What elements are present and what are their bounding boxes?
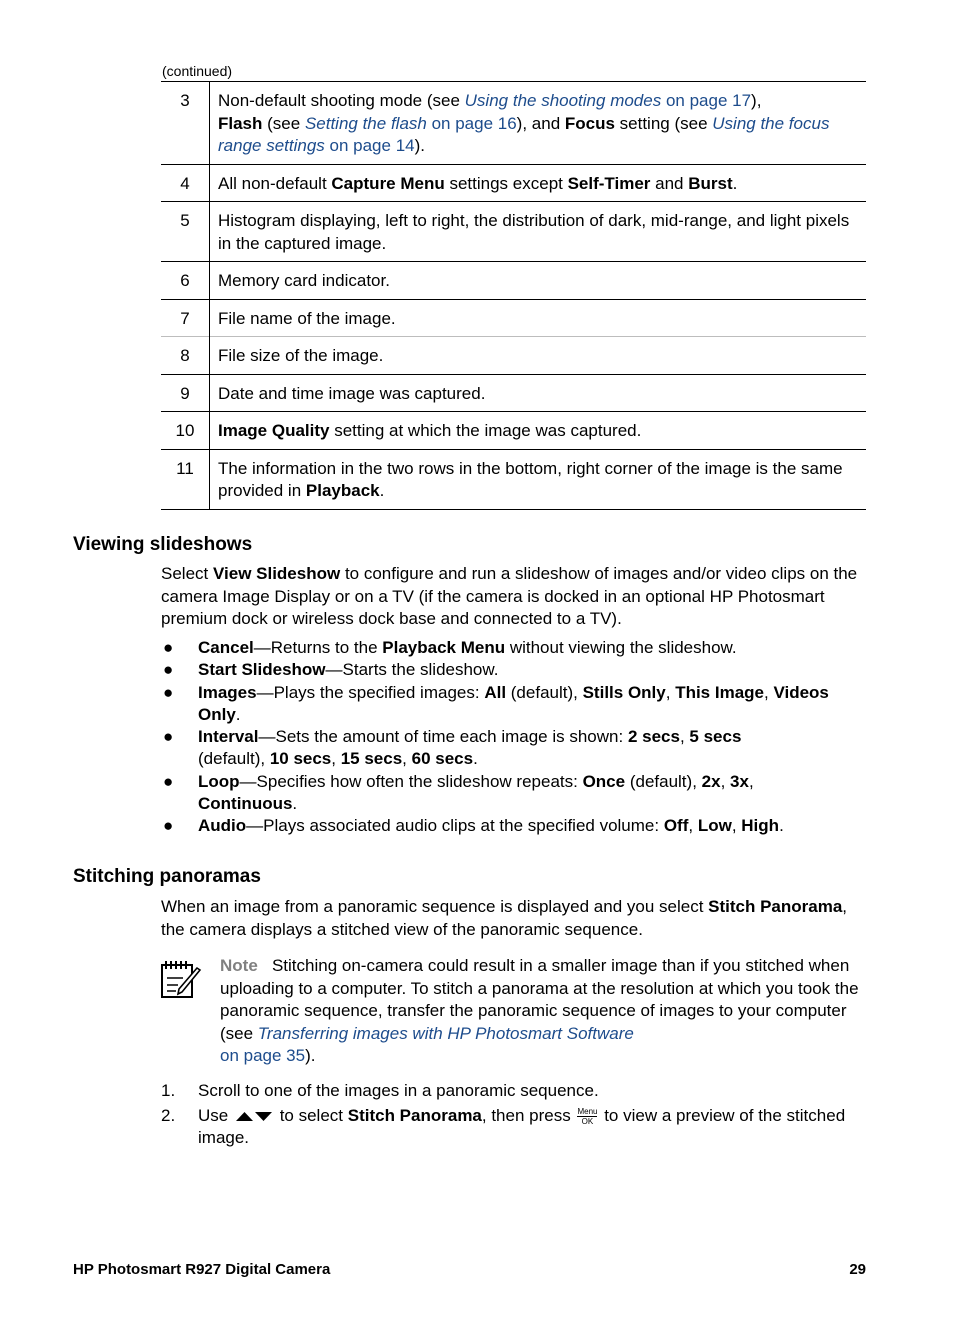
bullet-icon: ● (163, 816, 174, 836)
row-number: 10 (161, 412, 210, 450)
link-focus-range[interactable]: Using the focus range settings on page 14 (218, 113, 830, 155)
row-number: 6 (161, 262, 210, 300)
row-description: The information in the two rows in the bottom, right corner of the image is the same provided in Playback. (218, 458, 843, 500)
panorama-intro: When an image from a panoramic sequence is displayed and you select Stitch Panorama, the camera displays a stitched view of the panoramic sequence. (161, 897, 848, 939)
link-shooting-modes[interactable]: Using the shooting modes on page 17 (464, 91, 752, 110)
row-description: File name of the image. (218, 308, 396, 328)
continued-label: (continued) (162, 63, 233, 79)
row-number: 3 (161, 82, 210, 165)
menu-ok-icon: Menu OK (577, 1106, 598, 1126)
row-number: 5 (161, 202, 210, 262)
row-description: Date and time image was captured. (218, 383, 486, 403)
list-item: ● Audio—Plays associated audio clips at the specified volume: Off, Low, High. (161, 815, 866, 837)
link-setting-flash[interactable]: Setting the flash on page 16 (304, 113, 517, 133)
row-description: Non-default shooting mode (see Using the shooting modes on page 17), Flash (see Setting the flash on page 16), and Focus setting (see Using the focus range settings on page 14). (218, 91, 830, 155)
footer-title: HP Photosmart R927 Digital Camera (73, 1261, 331, 1278)
section-heading-slideshows: Viewing slideshows (73, 534, 253, 555)
list-item: ● Loop—Specifies how often the slideshow repeats: Once (default), 2x, 3x, Continuous. (163, 771, 754, 814)
bullet-icon: ● (163, 638, 174, 657)
bullet-icon: ● (163, 771, 174, 791)
row-number: 7 (161, 299, 210, 337)
table-row (161, 299, 866, 337)
bullet-icon: ● (163, 727, 174, 747)
row-description: File size of the image. (218, 346, 384, 365)
row-number: 9 (161, 374, 210, 412)
table-row (161, 337, 866, 375)
up-down-arrows-icon (235, 1110, 273, 1122)
row-description: Histogram displaying, left to right, the distribution of dark, mid-range, and light pixels in the captured image. (218, 211, 850, 253)
list-item: ● Cancel—Returns to the Playback Menu without viewing the slideshow. (161, 637, 866, 659)
page-number: 29 (849, 1261, 866, 1278)
row-description: Memory card indicator. (218, 271, 390, 290)
row-description: Image Quality setting at which the image was captured. (218, 421, 642, 440)
list-item: 1. Scroll to one of the images in a panoramic sequence. (161, 1081, 599, 1100)
list-item: 2. Use to select Stitch Panorama, then press Menu OK to view a preview of the stitched image. (161, 1105, 846, 1147)
row-number: 8 (161, 337, 210, 375)
table-row (161, 164, 866, 202)
table-row (161, 374, 866, 412)
note-label: Note (220, 956, 258, 975)
table-row (161, 449, 866, 509)
row-number: 11 (161, 449, 210, 509)
table-row (161, 412, 866, 450)
list-item: ● Interval—Sets the amount of time each image is shown: 2 secs, 5 secs (default), 10 secs, 15 secs, 60 secs. (163, 727, 742, 769)
list-item: ● Images—Plays the specified images: All (default), Stills Only, This Image, Videos Only. (163, 682, 829, 724)
list-item: ● Start Slideshow—Starts the slideshow. (161, 659, 866, 681)
bullet-icon: ● (163, 660, 174, 680)
note-block: Note Stitching on-camera could result in a smaller image than if you stitched when uploading to a computer. To stitch a panorama at the resolution at which you took the panoramic sequence, transfer the panoramic sequence of images to your computer (see Transferring images with HP Photosmart Software on page 35). (220, 956, 859, 1065)
panorama-steps (161, 1080, 866, 1150)
table-row (161, 202, 866, 262)
link-transferring-images[interactable]: Transferring images with HP Photosmart Software on page 35 (220, 1023, 634, 1065)
table-row (161, 82, 866, 165)
slideshow-options-list (161, 637, 866, 838)
bullet-icon: ● (163, 682, 174, 702)
table-row (161, 262, 866, 300)
row-description: All non-default Capture Menu settings except Self-Timer and Burst. (218, 173, 738, 193)
slideshow-intro: Select View Slideshow to configure and run a slideshow of images and/or video clips on the camera Image Display or on a TV (if the camera is docked in an optional HP Photosmart premium dock or wireless dock base and connected to a TV). (161, 564, 858, 628)
row-number: 4 (161, 164, 210, 202)
note-icon (160, 958, 204, 1000)
reference-table (161, 81, 866, 510)
section-heading-panoramas: Stitching panoramas (73, 866, 261, 887)
